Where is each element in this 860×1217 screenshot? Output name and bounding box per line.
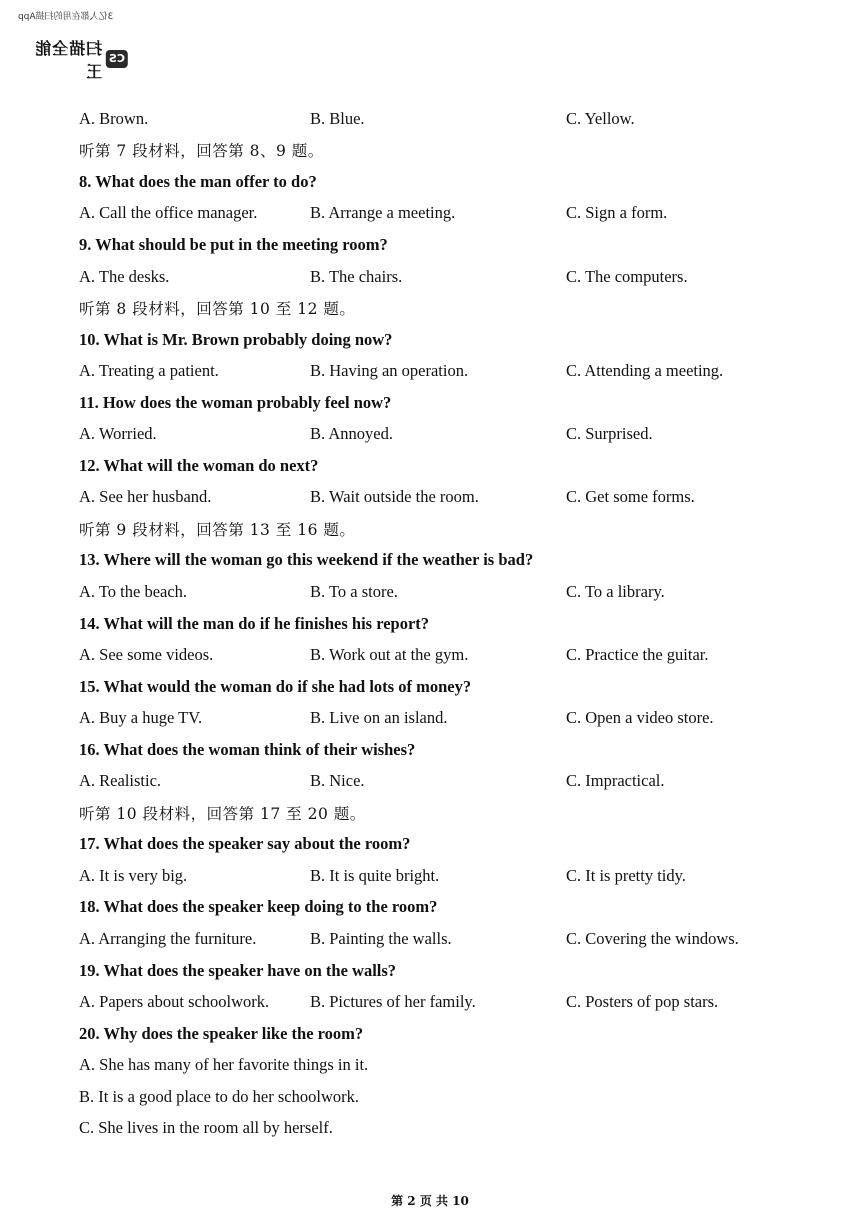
option-b: B. Annoyed. [310,424,393,444]
question-text: 9. What should be put in the meeting room? [79,234,388,254]
option-a: A. Buy a huge TV. [79,708,203,728]
answer-options [79,576,799,608]
answer-option-line: B. It is a good place to do her schoolwork. [79,1086,359,1106]
section-instruction: 听第 8 段材料，回答第 10 至 12 题。 [79,300,356,319]
answer-options [79,765,799,797]
question-text: 8. What does the man offer to do? [79,171,317,191]
answer-options [79,639,799,671]
answer-options [79,418,799,450]
option-b: B. Arrange a meeting. [310,203,456,223]
option-a: A. Call the office manager. [79,203,258,223]
answer-options [79,986,799,1018]
option-c: C. Practice the guitar. [566,645,709,665]
question-text: 16. What does the woman think of their wishes? [79,739,416,759]
scanner-watermark [18,6,128,81]
question-text: 19. What does the speaker have on the walls? [79,960,397,980]
option-a: A. To the beach. [79,581,188,601]
option-a: A. Treating a patient. [79,361,219,381]
option-a: A. See her husband. [79,487,212,507]
answer-options [79,198,799,230]
option-b: B. Wait outside the room. [310,487,479,507]
option-c: C. Sign a form. [566,203,668,223]
cs-logo-icon: CS [106,50,128,68]
option-c: C. Surprised. [566,424,653,444]
option-c: C. It is pretty tidy. [566,865,686,885]
watermark-app-name: 扫描全能王 [34,39,103,81]
option-a: A. See some videos. [79,645,214,665]
option-a: A. Arranging the furniture. [79,928,257,948]
option-c: C. To a library. [566,581,665,601]
option-b: B. Live on an island. [310,708,448,728]
option-c: C. Impractical. [566,771,665,791]
question-text: 14. What will the man do if he finishes his report? [79,613,430,633]
option-a: A. It is very big. [79,865,188,885]
option-c: C. Open a video store. [566,708,714,728]
option-b: B. Work out at the gym. [310,645,469,665]
option-b: B. Nice. [310,771,365,791]
option-b: B. Having an operation. [310,361,469,381]
answer-options [79,355,799,387]
option-a: A. Worried. [79,424,157,444]
answer-options [79,860,799,892]
option-a: A. Brown. [79,108,149,128]
option-b: B. Blue. [310,108,365,128]
question-text: 20. Why does the speaker like the room? [79,1023,364,1043]
answer-option-line: C. She lives in the room all by herself. [79,1118,333,1138]
answer-options [79,702,799,734]
option-b: B. It is quite bright. [310,865,440,885]
answer-options [79,482,799,514]
answer-options [79,923,799,955]
page-number: 第 2 页 共 10 [391,1194,469,1208]
option-c: C. Attending a meeting. [566,361,724,381]
option-c: C. Posters of pop stars. [566,992,719,1012]
exam-content [79,103,799,1144]
question-text: 18. What does the speaker keep doing to the room? [79,897,438,917]
answer-options [79,261,799,293]
option-c: C. The computers. [566,266,688,286]
question-text: 15. What would the woman do if she had lots of money? [79,676,472,696]
option-b: B. The chairs. [310,266,403,286]
option-b: B. To a store. [310,581,398,601]
option-c: C. Yellow. [566,108,635,128]
question-text: 17. What does the speaker say about the room? [79,834,411,854]
option-a: A. Papers about schoolwork. [79,992,270,1012]
answer-options [79,103,799,135]
section-instruction: 听第 7 段材料，回答第 8、9 题。 [79,142,324,161]
section-instruction: 听第 10 段材料，回答第 17 至 20 题。 [79,804,366,823]
question-text: 12. What will the woman do next? [79,455,319,475]
option-c: C. Get some forms. [566,487,695,507]
option-b: B. Painting the walls. [310,928,452,948]
section-instruction: 听第 9 段材料，回答第 13 至 16 题。 [79,520,356,539]
option-a: A. Realistic. [79,771,162,791]
question-text: 10. What is Mr. Brown probably doing now? [79,329,393,349]
question-text: 13. Where will the woman go this weekend if the weather is bad? [79,550,534,570]
option-c: C. Covering the windows. [566,928,739,948]
option-b: B. Pictures of her family. [310,992,476,1012]
answer-option-line: A. She has many of her favorite things in it. [79,1055,369,1075]
watermark-tagline: 3亿人都在用的扫描App [18,12,114,22]
question-text: 11. How does the woman probably feel now? [79,392,392,412]
option-a: A. The desks. [79,266,170,286]
